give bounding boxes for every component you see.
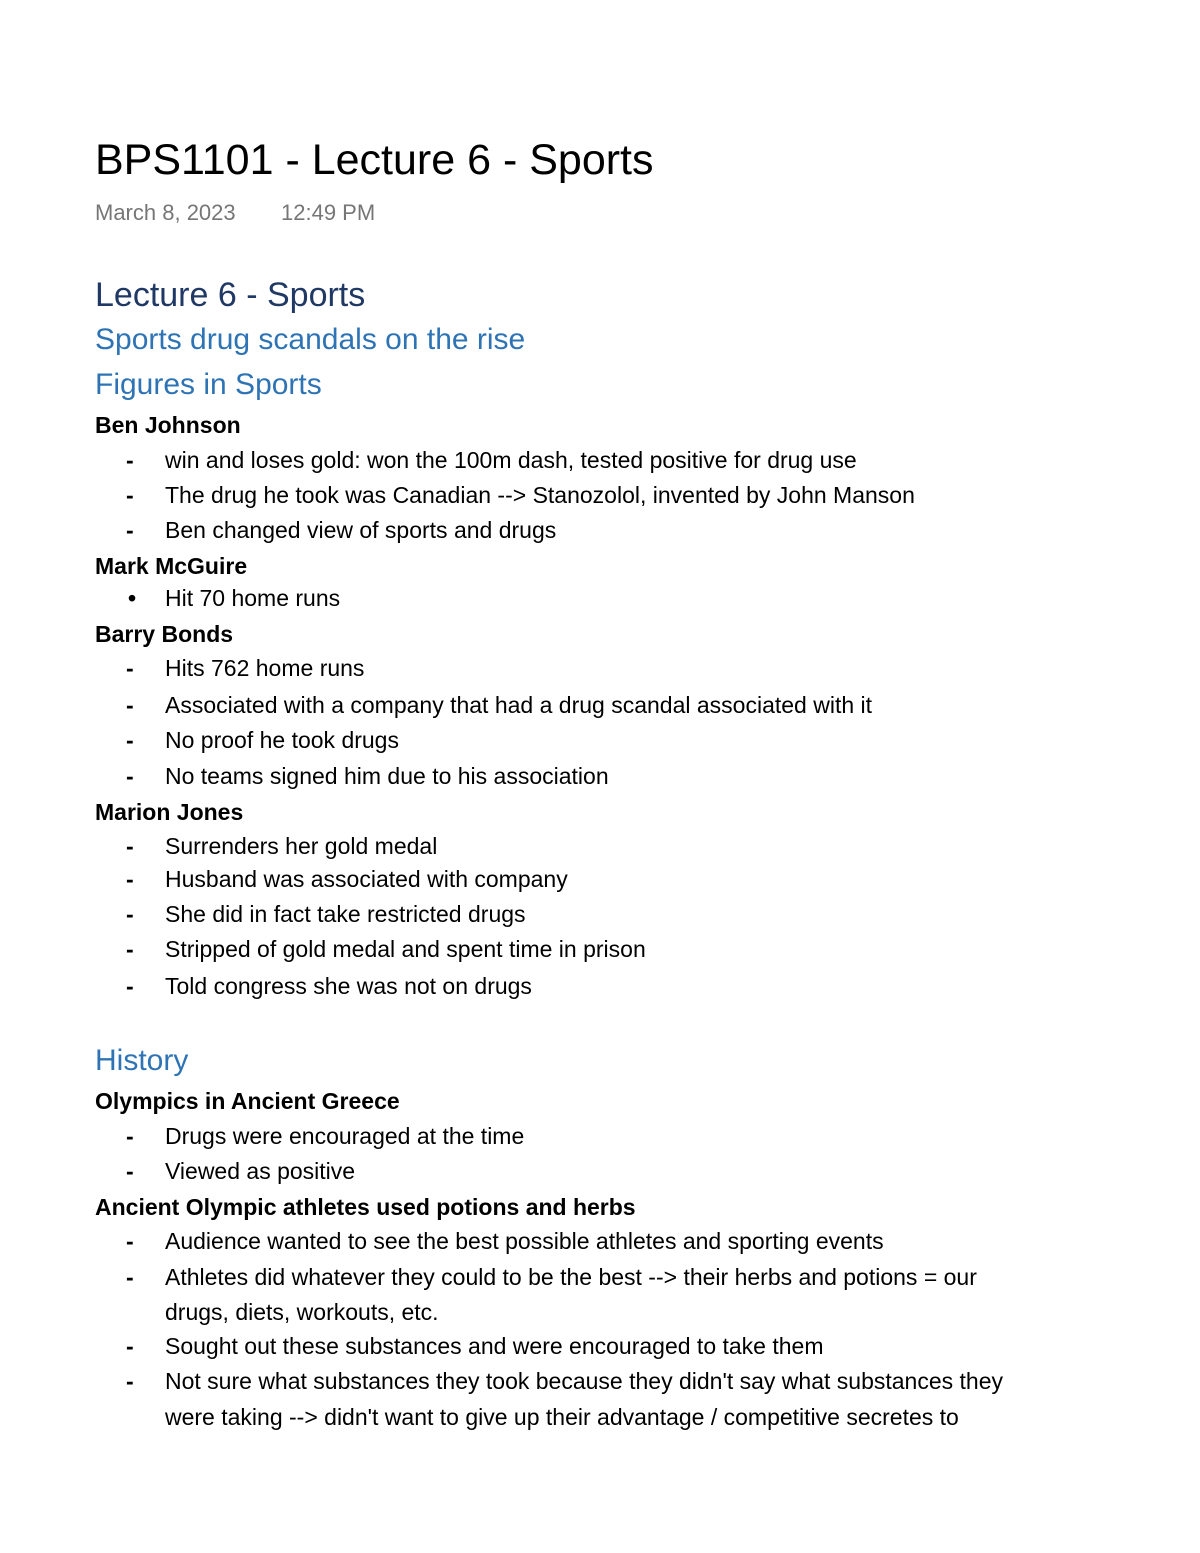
dash-marker: - [126,727,134,753]
list-item: No proof he took drugs [165,727,399,753]
subheading-ben-johnson: Ben Johnson [95,412,241,438]
heading-figures: Figures in Sports [95,368,322,401]
list-item: Hit 70 home runs [165,585,341,611]
dash-marker: - [126,1368,134,1394]
list-item: Athletes did whatever they could to be the best --> their herbs and potions = our [165,1264,977,1290]
dash-marker: - [126,655,134,681]
list-item: Sought out these substances and were encouraged to take them [165,1333,824,1359]
list-item: Told congress she was not on drugs [165,973,532,999]
dash-marker: - [126,517,134,543]
list-item: Hits 762 home runs [165,655,365,681]
heading-scandals: Sports drug scandals on the rise [95,323,526,356]
dash-marker: - [126,1123,134,1149]
list-item: Viewed as positive [165,1158,356,1184]
dash-marker: - [126,482,134,508]
page-date: March 8, 2023 [95,200,236,225]
dash-marker: - [126,692,134,718]
list-item: Drugs were encouraged at the time [165,1123,525,1149]
list-item: Stripped of gold medal and spent time in prison [165,936,646,962]
heading-history: History [95,1044,189,1077]
subheading-ancient-athletes: Ancient Olympic athletes used potions and herbs [95,1194,636,1220]
dash-marker: - [126,1264,134,1290]
list-item: Surrenders her gold medal [165,833,438,859]
heading-lecture: Lecture 6 - Sports [95,276,366,314]
dash-marker: - [126,866,134,892]
list-item-continuation: drugs, diets, workouts, etc. [165,1299,439,1325]
dash-marker: - [126,936,134,962]
list-item: The drug he took was Canadian --> Stanozolol, invented by John Manson [165,482,915,508]
list-item: Husband was associated with company [165,866,568,892]
dash-marker: - [126,973,134,999]
list-item: No teams signed him due to his association [165,763,609,789]
dash-marker: - [126,901,134,927]
dash-marker: - [126,447,134,473]
dash-marker: - [126,763,134,789]
list-item: win and loses gold: won the 100m dash, tested positive for drug use [165,447,857,473]
list-item-continuation: were taking --> didn't want to give up their advantage / competitive secretes to [165,1404,959,1430]
list-item: Associated with a company that had a drug scandal associated with it [165,692,873,718]
list-item: She did in fact take restricted drugs [165,901,526,927]
list-item: Ben changed view of sports and drugs [165,517,557,543]
page-time: 12:49 PM [281,200,376,225]
page-title: BPS1101 - Lecture 6 - Sports [95,136,654,184]
list-item: Audience wanted to see the best possible athletes and sporting events [165,1228,884,1254]
list-item: Not sure what substances they took because they didn't say what substances they [165,1368,1003,1394]
subheading-olympics-greece: Olympics in Ancient Greece [95,1088,400,1114]
dash-marker: - [126,1228,134,1254]
subheading-barry-bonds: Barry Bonds [95,621,234,647]
subheading-mark-mcguire: Mark McGuire [95,553,248,579]
dash-marker: - [126,1158,134,1184]
bullet-marker: • [128,585,137,611]
dash-marker: - [126,1333,134,1359]
subheading-marion-jones: Marion Jones [95,799,244,825]
dash-marker: - [126,833,134,859]
